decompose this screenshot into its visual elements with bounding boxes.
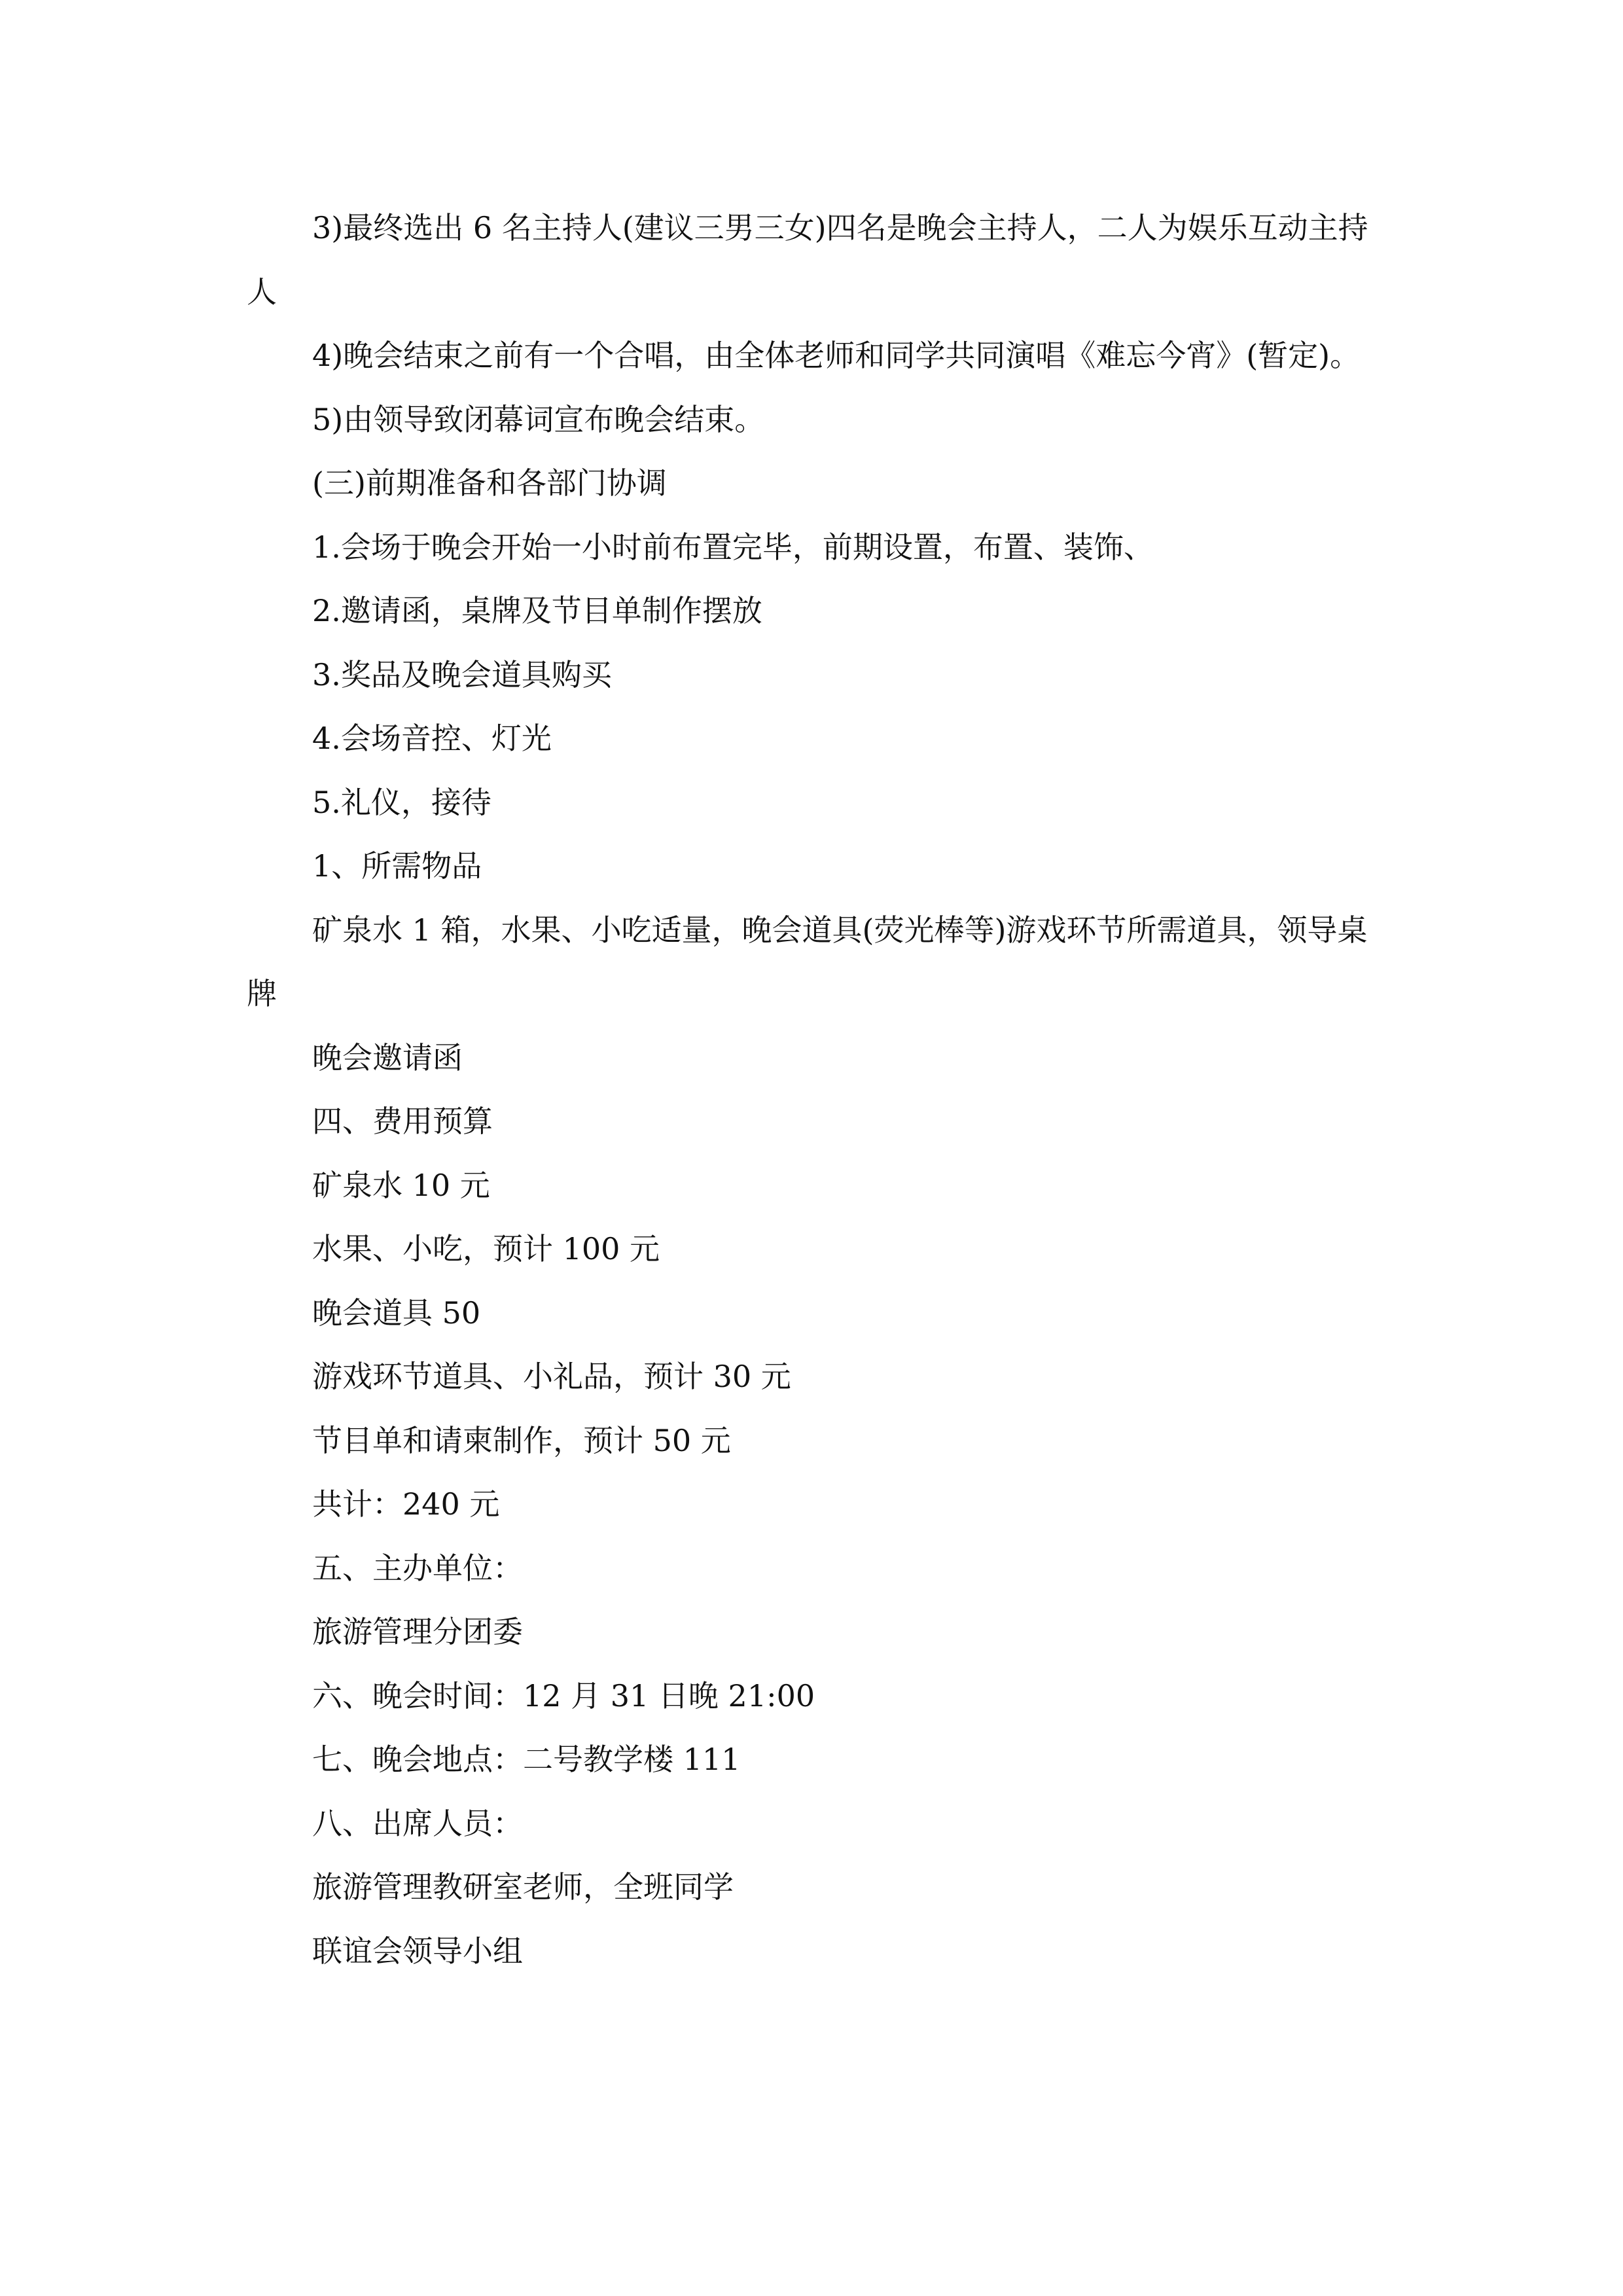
section-heading: 七、晚会地点：二号教学楼 111 bbox=[312, 1742, 741, 1777]
budget-line: 晚会道具 50 bbox=[312, 1295, 481, 1331]
list-item: 5.礼仪，接待 bbox=[312, 784, 491, 820]
section-heading: 八、出席人员： bbox=[312, 1805, 523, 1841]
paragraph: 5)由领导致闭幕词宣布晚会结束。 bbox=[312, 401, 765, 437]
budget-line: 节目单和请柬制作，预计 50 元 bbox=[312, 1422, 731, 1458]
section-heading: 六、晚会时间：12 月 31 日晚 21:00 bbox=[312, 1677, 815, 1713]
paragraph: 矿泉水 1 箱，水果、小吃适量，晚会道具(荧光棒等)游戏环节所需道具，领导桌牌 bbox=[247, 912, 1368, 1011]
list-item: 2.邀请函，桌牌及节目单制作摆放 bbox=[312, 593, 762, 628]
document-body bbox=[247, 196, 1382, 1983]
paragraph: 旅游管理教研室老师，全班同学 bbox=[312, 1869, 734, 1905]
list-item: 1.会场于晚会开始一小时前布置完毕，前期设置，布置、装饰、 bbox=[312, 529, 1154, 565]
budget-total: 共计：240 元 bbox=[312, 1486, 500, 1522]
list-item: 3.奖品及晚会道具购买 bbox=[312, 656, 612, 692]
list-item: 4.会场音控、灯光 bbox=[312, 721, 552, 756]
budget-line: 游戏环节道具、小礼品，预计 30 元 bbox=[312, 1359, 791, 1394]
section-heading: 五、主办单位： bbox=[312, 1550, 523, 1586]
budget-line: 矿泉水 10 元 bbox=[312, 1167, 490, 1203]
paragraph: 4)晚会结束之前有一个合唱，由全体老师和同学共同演唱《难忘今宵》(暂定)。 bbox=[312, 338, 1361, 373]
paragraph: 旅游管理分团委 bbox=[312, 1614, 523, 1649]
paragraph: 晚会邀请函 bbox=[312, 1039, 463, 1075]
budget-line: 水果、小吃，预计 100 元 bbox=[312, 1231, 660, 1266]
paragraph: 3)最终选出 6 名主持人(建议三男三女)四名是晚会主持人，二人为娱乐互动主持人 bbox=[247, 210, 1368, 310]
paragraph: 联谊会领导小组 bbox=[312, 1933, 523, 1969]
section-heading: (三)前期准备和各部门协调 bbox=[312, 465, 667, 501]
section-heading: 四、费用预算 bbox=[312, 1103, 493, 1139]
section-heading: 1、所需物品 bbox=[312, 848, 482, 884]
